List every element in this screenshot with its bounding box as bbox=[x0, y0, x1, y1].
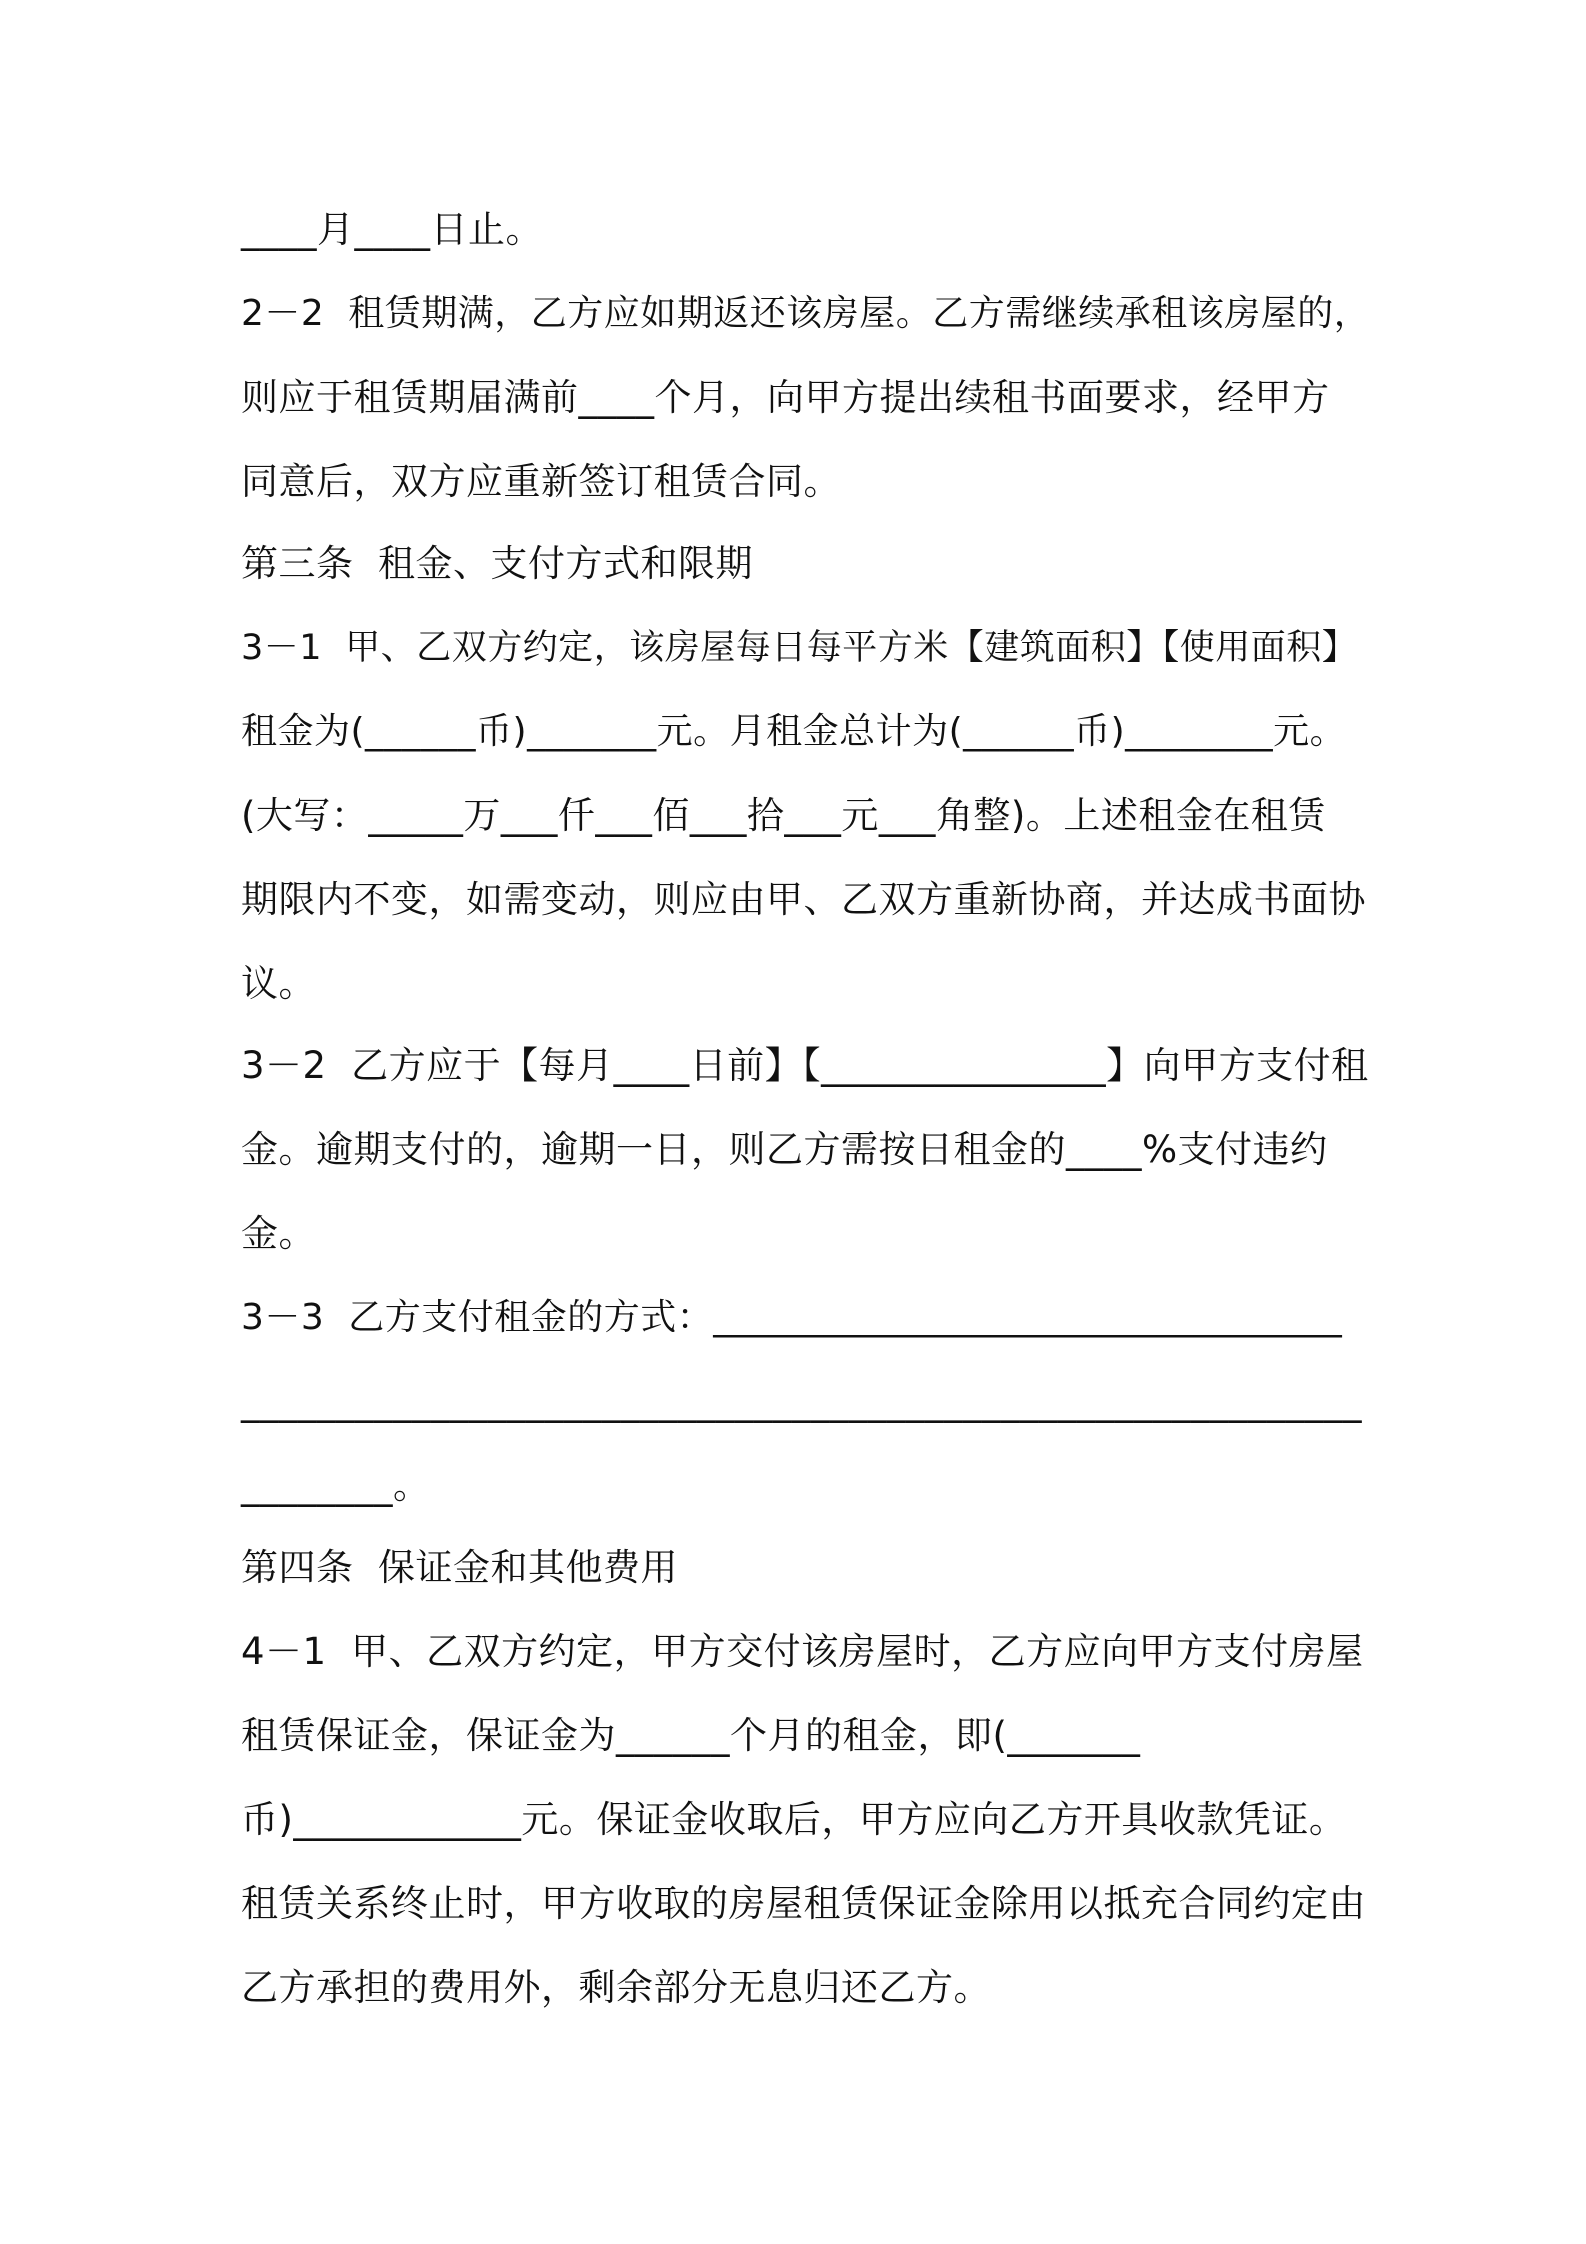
text-line: 租赁保证金，保证金为______个月的租金，即(_______ bbox=[241, 1714, 1141, 1757]
section-heading: 第三条 租金、支付方式和限期 bbox=[241, 542, 754, 585]
text-line: 3－2 乙方应于【每月____日前】【_______________】向甲方支付租 bbox=[241, 1044, 1369, 1087]
text-line: 金。 bbox=[241, 1212, 316, 1255]
text-line: 2－2 租赁期满，乙方应如期返还该房屋。乙方需继续承租该房屋的， bbox=[241, 293, 1371, 334]
text-line: 3－1 甲、乙双方约定，该房屋每日每平方米【建筑面积】【使用面积】 bbox=[241, 628, 1358, 668]
text-line: 同意后，双方应重新签订租赁合同。 bbox=[241, 460, 841, 503]
text-line: 议。 bbox=[241, 962, 316, 1005]
text-line: ___________________________________________________________ bbox=[241, 1380, 1362, 1423]
text-line: 则应于租赁期届满前____个月，向甲方提出续租书面要求，经甲方 bbox=[241, 376, 1330, 419]
section-heading: 第四条 保证金和其他费用 bbox=[241, 1546, 679, 1589]
text-line: 租金为(______币)_______元。月租金总计为(______币)________元。 bbox=[241, 711, 1347, 752]
text-line: 币)____________元。保证金收取后，甲方应向乙方开具收款凭证。 bbox=[241, 1798, 1347, 1841]
text-line: 租赁关系终止时，甲方收取的房屋租赁保证金除用以抵充合同约定由 bbox=[241, 1882, 1366, 1925]
text-line: ____月____日止。 bbox=[241, 208, 543, 251]
text-line: 期限内不变，如需变动，则应由甲、乙双方重新协商，并达成书面协 bbox=[241, 878, 1366, 921]
text-line: 3－3 乙方支付租金的方式：__________________________________ bbox=[241, 1297, 1343, 1338]
text-line: 金。逾期支付的，逾期一日，则乙方需按日租金的____%支付违约 bbox=[241, 1128, 1328, 1171]
text-line: 4－1 甲、乙双方约定，甲方交付该房屋时，乙方应向甲方支付房屋 bbox=[241, 1630, 1364, 1673]
text-line: ________。 bbox=[241, 1464, 431, 1507]
text-line: (大写：_____万___仟___佰___拾___元___角整)。上述租金在租赁 bbox=[241, 794, 1326, 837]
text-line: 乙方承担的费用外，剩余部分无息归还乙方。 bbox=[241, 1966, 991, 2009]
